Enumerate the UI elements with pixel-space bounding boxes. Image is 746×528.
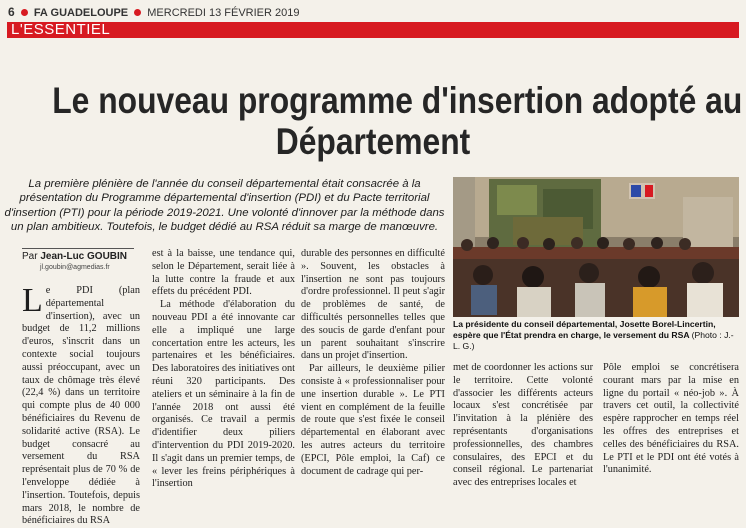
article-column-3 — [301, 248, 445, 478]
drop-cap: L — [22, 282, 43, 319]
byline-divider — [22, 248, 134, 249]
section-banner — [7, 22, 739, 38]
byline-email[interactable]: jl.goubin@agmedias.fr — [40, 264, 110, 271]
council-session-photo — [453, 177, 739, 317]
article-lede: La première plénière de l'année du conseil départemental était consacrée à la présentation du Programme départemental d'insertion (PDI) et du Pacte territorial d'insertion (PTI) pour la période 2019-2021. Une volonté d'innover par la méthode dans un plan ambitieux. Toutefois, le budget dédié au RSA réduit sa marge de manœuvre. — [4, 178, 445, 234]
section-title: L'ESSENTIEL — [11, 21, 111, 38]
photo-caption — [453, 319, 739, 352]
column-2-paragraph-2: La méthode d'élaboration du nouveau PDI a été innovante car elle a impliqué une large concertation entre les acteurs, les partenaires et les bénéficiaires. Des laboratoires des initiatives ont réuni 320 participants. Des ateliers et un séminaire à la fin de l'année 2018 ont aussi été organisés. Ce travail a permis d'identifier deux piliers d'intervention du PDI 2019-2020. Il s'agit dans un premier temps, de « lever les freins périphériques à l'insertion — [152, 299, 295, 490]
article-column-1 — [22, 282, 140, 528]
photo-credit: (Photo : J.-L. G.) — [453, 330, 734, 351]
article-column-5: Pôle emploi se concrétisera courant mars par la mise en ligne du portail « néo-job ». À travers cet outil, la collectivité espère rapprocher en temps réel les offres des entreprises et celles des bénéficiaires du RSA. Le PTI et le PDI ont été votés à l'unanimité. — [603, 362, 739, 476]
red-dot-icon — [134, 9, 141, 16]
byline-prefix: Par — [22, 251, 38, 262]
headline-line-1: Le nouveau programme d'insertion adopté au — [52, 80, 743, 121]
red-dot-icon — [21, 9, 28, 16]
column-2-paragraph-1: est à la baisse, une tendance qui, selon le Département, serait liée à la lutte contre la fraude et aux effets du précédent PDI. — [152, 248, 295, 298]
article-column-2 — [152, 248, 295, 491]
page-header — [8, 5, 299, 19]
photo-caption-text: La présidente du conseil départemental, Josette Borel-Lincertin, espère que l'État prendra en charge, le versement du RSA — [453, 319, 716, 340]
byline-author: Jean-Luc GOUBIN — [40, 251, 128, 262]
column-3-paragraph-2: Par ailleurs, le deuxième pilier consiste à « professionnaliser pour une insertion durable ». Le PTI vient en complément de la feuille de route que s'est fixée le conseil départemental en élaborant avec les autres acteurs du territoire (EPCI, Pôle emploi, la Caf) ce document de cadrage qui per- — [301, 363, 445, 477]
headline-line-2: Département — [275, 121, 471, 162]
page-number: 6 — [8, 5, 15, 19]
column-3-paragraph-1: durable des personnes en difficulté ». Souvent, les obstacles à l'insertion ne sont pas toujours d'ordre professionnel. Il peut s'agir de problèmes de santé, de difficultés personnelles telles que des soucis de garde d'enfant pour un parent souhaitant s'inscrire dans un projet d'insertion. — [301, 248, 445, 362]
column-1-text: e PDI (plan départemental d'insertion), avec un budget de 11,2 millions d'euros, s'inscrit dans un contexte social toujours aussi préoccupant, avec un taux de chômage très élevé (22,4 %) dans un territoire qui compte plus de 40 000 bénéficiaires du Revenu de solidarité active (RSA). Le budget consacré au versement du RSA représentait plus de 70 % de l'enveloppe dédiée à l'insertion. Toutefois, depuis mars 2018, le nombre de bénéficiaires du RSA — [22, 285, 140, 527]
article-column-4: met de coordonner les actions sur le territoire. Cette volonté d'associer les différents acteurs locaux s'est concrétisée par l'invitation à la plénière des représentants d'organisations professionnelles, des chambres consulaires, des EPCI et du conseil régional. Le partenariat avec des entreprises locales et — [453, 362, 593, 489]
byline — [22, 251, 127, 262]
publication-date: MERCREDI 13 FÉVRIER 2019 — [147, 7, 300, 19]
publication-name: FA GUADELOUPE — [33, 7, 129, 19]
article-photo — [453, 177, 739, 317]
